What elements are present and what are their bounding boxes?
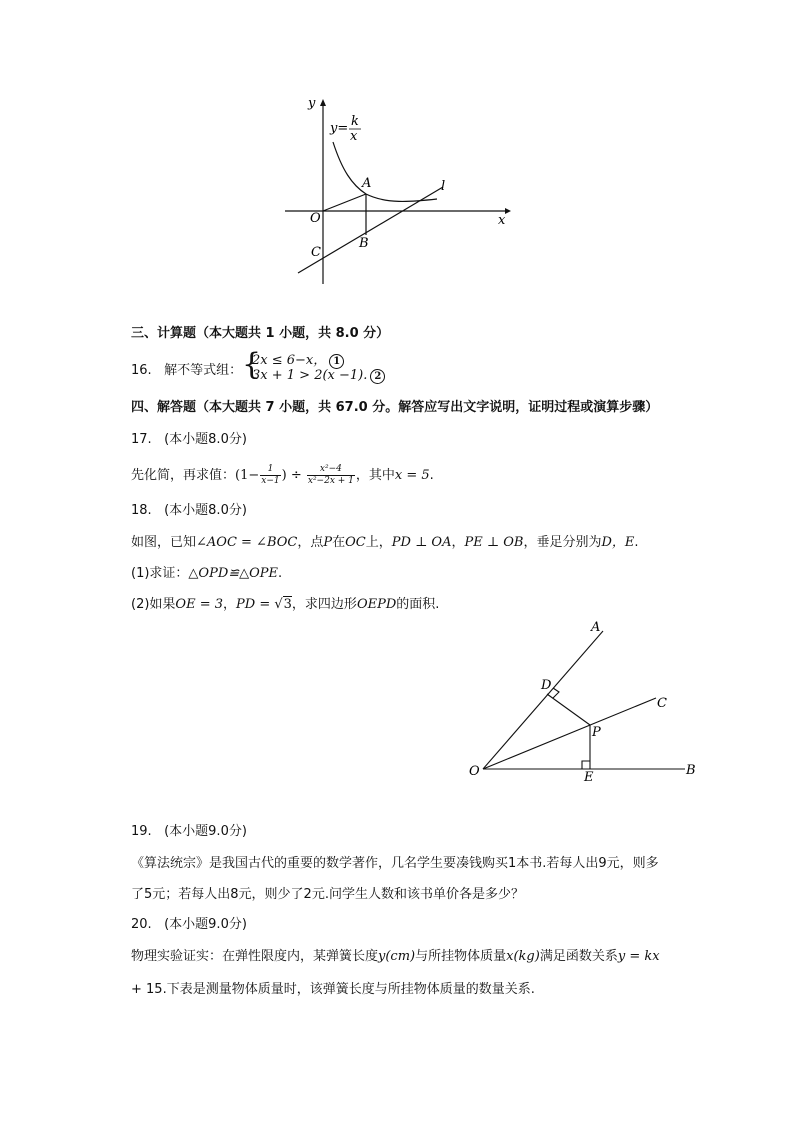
section-4-heading: 四、解答题（本大题共 7 小题，共 67.0 分。解答应写出文字说明，证明过程或演算步骤） <box>131 400 659 415</box>
q18-part1: (1)求证：△OPD≌△OPE. <box>131 566 283 581</box>
q18-line1: 如图，已知∠AOC = ∠BOC，点P在OC上，PD ⊥ OA，PE ⊥ OB，垂足分别为D，E. <box>131 535 639 550</box>
label-p: P <box>592 725 601 740</box>
q19-score: (本小题9.0分) <box>164 824 247 839</box>
x-axis-arrow <box>505 208 511 214</box>
q16-number: 16. <box>131 363 152 378</box>
q16-row1: 2x ≤ 6−x， 1 <box>252 354 344 369</box>
q17-fraction-2: $\frac{\text{x²−4}}{\text{x²−2x + 1}}$ <box>307 464 354 486</box>
label-b: B <box>686 763 696 778</box>
label-c: C <box>657 696 667 711</box>
q17-fraction-1: $\frac{1}{x-1}$ <box>261 464 280 486</box>
q16-brace: { <box>242 347 262 382</box>
point-a-label: A <box>362 176 372 191</box>
hyperbola-curve <box>333 142 437 201</box>
x-axis-label: x <box>498 213 506 228</box>
q18-part2: (2)如果OE = 3，PD = √3，求四边形OEPD的面积. <box>131 597 440 612</box>
q17-header: 17. (本小题8.0分) <box>131 432 247 447</box>
q20-line2: + 15.下表是测量物体质量时，该弹簧长度与所挂物体质量的数量关系. <box>131 982 535 997</box>
line-l-label: l <box>441 179 446 194</box>
circle-2-icon: 2 <box>370 369 385 384</box>
label-e: E <box>584 770 594 785</box>
right-angle-e <box>582 761 590 769</box>
q19-header: 19. (本小题9.0分) <box>131 824 247 839</box>
y-axis-arrow <box>320 99 326 106</box>
function-label: y= <box>330 121 349 136</box>
segment-pd <box>547 694 590 725</box>
ray-oa <box>483 631 603 769</box>
q16-text: 解不等式组： <box>164 363 243 378</box>
q16-row2: 3x + 1 > 2(x −1). 2 <box>252 369 385 384</box>
label-o: O <box>469 764 480 779</box>
figure-hyperbola-graph <box>270 90 530 290</box>
ray-oc <box>483 698 656 769</box>
right-angle-d <box>553 688 559 698</box>
circle-1-icon: 1 <box>329 354 344 369</box>
figure-angle-bisector <box>460 612 710 792</box>
q17-score: (本小题8.0分) <box>164 432 247 447</box>
label-a: A <box>591 620 601 635</box>
section-3-heading: 三、计算题（本大题共 1 小题，共 8.0 分） <box>131 326 390 341</box>
q18-score: (本小题8.0分) <box>164 503 247 518</box>
point-c-label: C <box>311 245 321 260</box>
q19-line2: 了5元；若每人出8元，则少了2元.问学生人数和该书单价各是多少？ <box>131 887 524 902</box>
q18-header: 18. (本小题8.0分) <box>131 503 247 518</box>
function-denominator: x <box>350 129 358 144</box>
q17-text: 先化简，再求值：(1− $\frac{1}{x-1}$ ) ÷ $\frac{\text{x²−4}}{\text{x²−2x + 1}}$ ，其中x = 5. <box>131 464 434 486</box>
q20-header: 20. (本小题9.0分) <box>131 917 247 932</box>
q19-line1: 《算法统宗》是我国古代的重要的数学著作，几名学生要凑钱购买1本书.若每人出9元，则多 <box>131 856 659 871</box>
segment-oa <box>323 194 366 211</box>
q20-score: (本小题9.0分) <box>164 917 247 932</box>
point-b-label: B <box>359 236 369 251</box>
y-axis-label: y <box>308 96 316 111</box>
function-numerator: k <box>351 114 359 129</box>
line-l <box>298 187 443 273</box>
q20-line1: 物理实验证实：在弹性限度内，某弹簧长度y(cm)与所挂物体质量x(kg)满足函数关系y = kx <box>131 949 660 964</box>
q16-prompt <box>131 361 242 381</box>
label-d: D <box>541 678 552 693</box>
origin-label: O <box>310 211 321 226</box>
